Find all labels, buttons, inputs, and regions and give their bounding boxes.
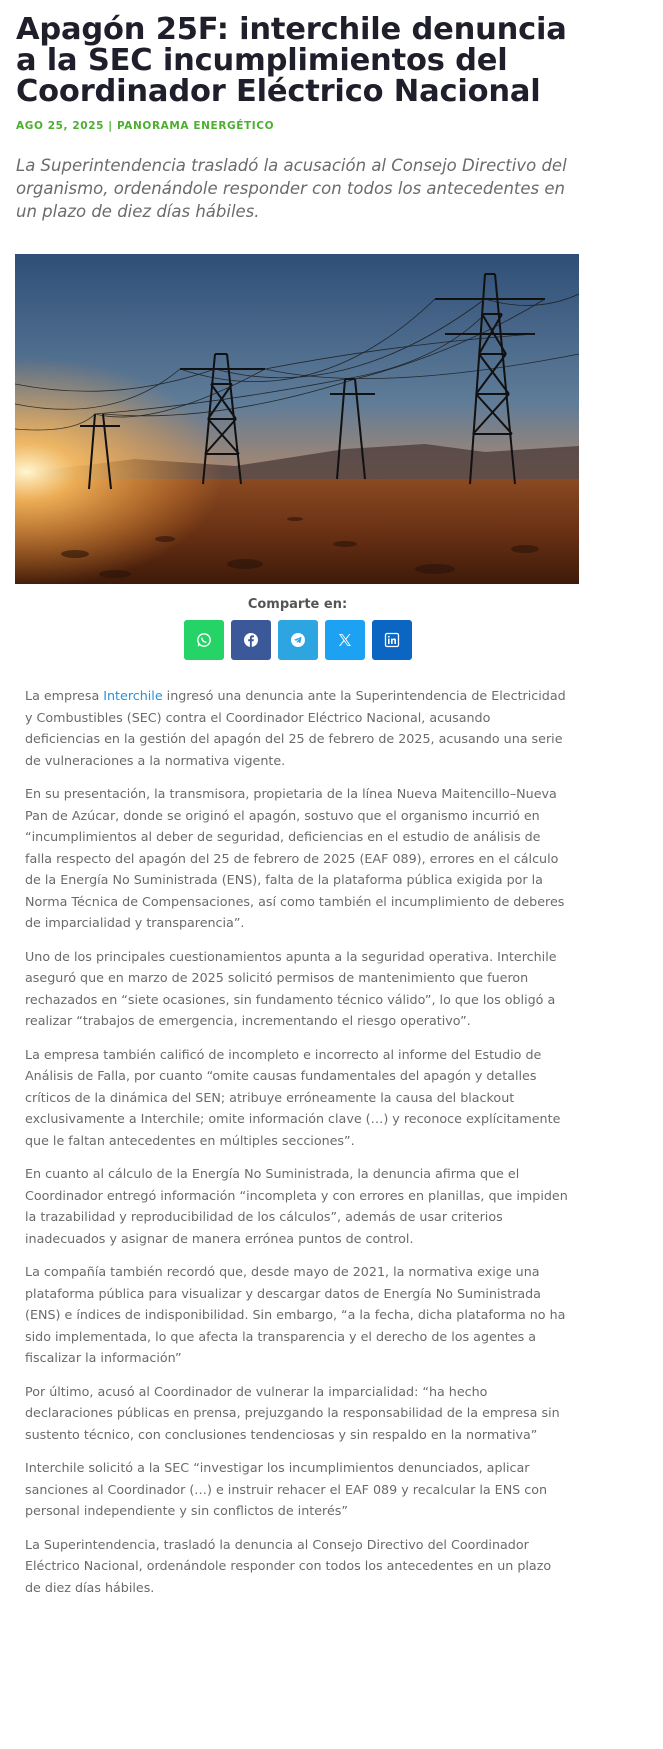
telegram-icon	[290, 632, 306, 648]
paragraph-4: La empresa también calificó de incompleto e incorrecto al informe del Estudio de Análisis de Falla, por cuanto “omite causas fundamentales del apagón y detalles críticos de la dinámica del SEN; atribuye erróneamente la causa del blackout exclusivamente a Interchile; omite información clave (…) y reconoce explícitamente que le faltan antecedentes en múltiples secciones”.	[25, 1046, 561, 1148]
interchile-link[interactable]: Interchile	[103, 688, 163, 703]
paragraph-1	[25, 685, 569, 771]
paragraph-text: ingresó una denuncia ante la Superintendencia de Electricidad y Combustibles (SEC) contra el Coordinador Eléctrico Nacional, acusando deficiencias en la gestión del apagón del 25 de febrero de 2025, acusando una serie de vulneraciones a la normativa vigente.	[25, 688, 566, 768]
linkedin-share-button[interactable]	[372, 620, 412, 660]
paragraph-6: La compañía también recordó que, desde mayo de 2021, la normativa exige una plataforma pública para visualizar y descargar datos de Energía No Suministrada (ENS) e índices de indisponibilidad. Sin embargo, “a la fecha, dicha plataforma no ha sido implementada, lo que afecta la transparencia y el derecho de los agentes a fiscalizar la información”	[25, 1264, 566, 1365]
paragraph-3: Uno de los principales cuestionamientos apunta a la seguridad operativa. Interchile aseguró que en marzo de 2025 solicitó permisos de mantenimiento que fueron rechazados en “siete ocasiones, sin fundamento técnico válido”, lo que los obligó a realizar “trabajos de emergencia, incrementando el riesgo operativo”.	[25, 948, 557, 1028]
facebook-icon	[243, 632, 259, 648]
paragraph-5: En cuanto al cálculo de la Energía No Suministrada, la denuncia afirma que el Coordinador entregó información “incompleta y con errores en planillas, que impiden la trazabilidad y reproducibilidad de los cálculos”, además de usar criterios inadecuados y asignar de manera errónea puntos de control.	[25, 1166, 568, 1246]
category-link[interactable]: PANORAMA ENERGÉTICO	[116, 120, 275, 132]
x-share-button[interactable]	[325, 620, 365, 660]
x-icon	[337, 632, 353, 648]
article-meta	[0, 107, 595, 132]
whatsapp-icon	[196, 632, 212, 648]
linkedin-icon	[384, 632, 400, 648]
article-date: AGO 25, 2025	[16, 120, 105, 132]
telegram-share-button[interactable]	[278, 620, 318, 660]
share-buttons	[0, 620, 595, 660]
article-body	[0, 660, 595, 1598]
facebook-share-button[interactable]	[231, 620, 271, 660]
paragraph-8: Interchile solicitó a la SEC “investigar los incumplimientos denunciados, aplicar sanciones al Coordinador (…) e instruir rehacer el EAF 089 y recalcular la ENS con personal independiente y sin conflictos de interés”	[25, 1460, 548, 1518]
article-title: Apagón 25F: interchile denuncia a la SEC incumplimientos del Coordinador Eléctrico Nacional	[16, 12, 567, 109]
paragraph-text: La empresa	[25, 688, 104, 703]
paragraph-7: Por último, acusó al Coordinador de vulnerar la imparcialidad: “ha hecho declaraciones públicas en prensa, prejuzgando la responsabilidad de la empresa sin sustento técnico, con conclusiones tendenciosas y sin respaldo en la normativa”	[25, 1383, 560, 1442]
hero-image	[15, 254, 579, 584]
meta-separator: |	[104, 120, 117, 132]
paragraph-9: La Superintendencia, trasladó la denuncia al Consejo Directivo del Coordinador Eléctrico Nacional, ordenándole responder con todos los antecedentes en un plazo de diez días hábiles.	[25, 1536, 552, 1595]
share-label: Comparte en:	[247, 597, 348, 612]
article-subtitle: La Superintendencia trasladó la acusación al Consejo Directivo del organismo, ordenándole responder con todos los antecedentes en un plazo de diez días hábiles.	[16, 156, 567, 221]
whatsapp-share-button[interactable]	[184, 620, 224, 660]
power-lines-sunset-illustration	[15, 254, 579, 584]
paragraph-2: En su presentación, la transmisora, propietaria de la línea Nueva Maitencillo–Nueva Pan de Azúcar, donde se originó el apagón, sostuvo que el organismo incurrió en “incumplimientos al deber de seguridad, deficiencias en el estudio de análisis de falla respecto del apagón del 25 de febrero de 2025 (EAF 089), errores en el cálculo de la Energía No Suministrada (ENS), falta de la plataforma pública exigida por la Norma Técnica de Compensaciones, así como también el incumplimiento de deberes de imparcialidad y transparencia”.	[25, 786, 565, 930]
